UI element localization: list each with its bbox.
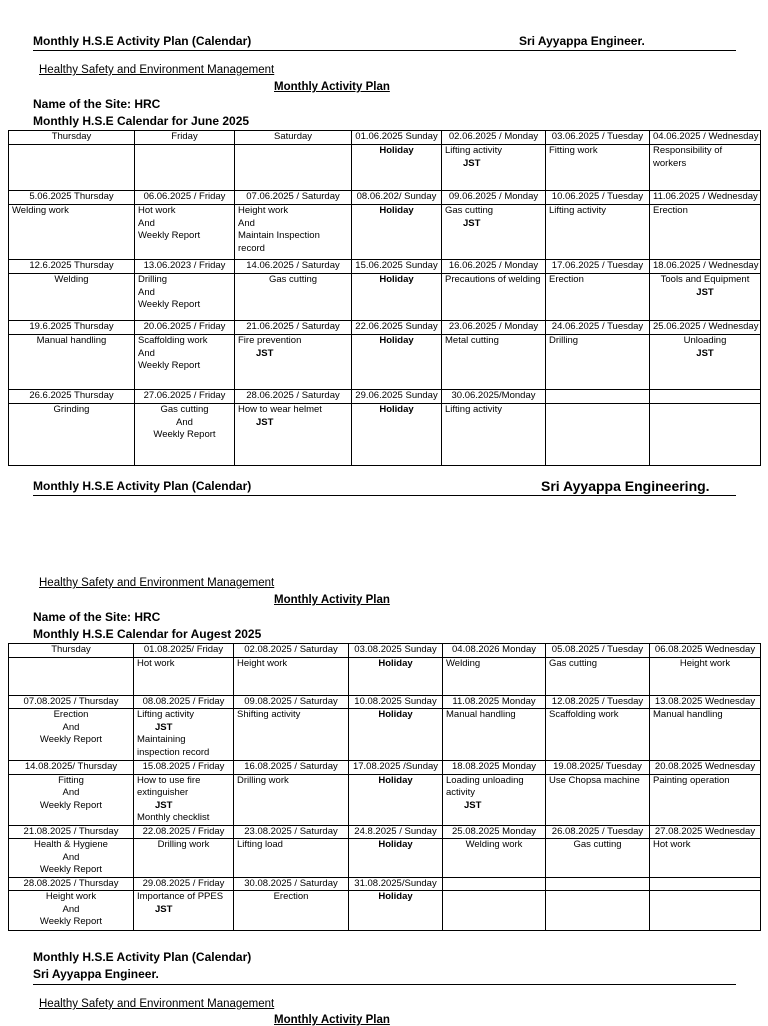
header-title: Monthly H.S.E Activity Plan (Calendar) [33,479,252,493]
activity-text: Gas cutting [445,205,494,216]
activity-text: Manual handling [36,335,107,346]
activity-text: Hot work [137,657,175,669]
header-title: Monthly H.S.E Activity Plan (Calendar) [33,34,252,48]
week-date-row [9,644,761,658]
activity-cell [134,657,234,695]
date-cell: 29.06.2025 Sunday [352,390,442,404]
date-cell: Thursday [9,131,135,145]
date-cell: Thursday [9,644,134,658]
activity-text: activity [446,787,476,798]
week-date-row [9,825,761,839]
activity-text: record [238,242,265,254]
activity-text: Unloading [683,335,727,346]
activity-text: Weekly Report [39,864,103,875]
date-cell: 06.08.2025 Wednesday [650,644,761,658]
activity-text: And [138,347,155,359]
footer-company: Sri Ayyappa Engineer. [33,967,159,981]
activity-cell [442,335,546,390]
site-name: Name of the Site: HRC [33,610,161,624]
activity-cell [9,774,134,825]
activity-cell [546,891,650,931]
activity-text: JST [464,799,482,811]
activity-cell [235,205,352,260]
calendar-title: Monthly H.S.E Calendar for Augest 2025 [33,627,262,641]
activity-text: Height work [237,657,288,669]
date-cell: 20.08.2025 Wednesday [650,761,761,775]
date-cell: 28.08.2025 / Thursday [9,877,134,891]
week-date-row [9,390,761,404]
date-cell: 08.06.202/ Sunday [352,191,442,205]
date-cell: 18.08.2025 Monday [443,761,546,775]
week-activity-row [9,335,761,390]
activity-text: Erection [549,274,584,285]
activity-cell [135,274,235,321]
activity-cell [9,335,135,390]
activity-cell [234,774,349,825]
activity-cell [443,774,546,825]
activity-text: Responsibility of workers [653,145,723,169]
activity-cell [349,657,443,695]
date-cell: 04.08.2026 Monday [443,644,546,658]
week-activity-row [9,205,761,260]
august-calendar-table [8,643,761,931]
activity-text: JST [256,416,274,428]
week-activity-row [9,839,761,878]
date-cell: 11.06.2025 / Wednesday [650,191,761,205]
activity-cell [352,274,442,321]
activity-plan-title: Monthly Activity Plan [274,594,390,606]
activity-cell [134,839,234,878]
activity-text: Height work [238,205,289,216]
activity-text: Scaffolding work [549,709,619,720]
activity-cell [650,274,761,321]
activity-text: How to use fire [137,774,201,786]
date-cell: 31.08.2025/Sunday [349,877,443,891]
activity-cell [352,404,442,466]
activity-text: Holiday [379,145,414,156]
activity-text: Height work [679,657,731,669]
date-cell: 21.08.2025 / Thursday [9,825,134,839]
activity-text: Holiday [379,335,414,346]
activity-text: Lifting activity [137,709,195,720]
activity-text: Drilling [138,274,168,285]
activity-text: And [238,217,255,229]
date-cell: 16.08.2025 / Saturday [234,761,349,775]
date-cell: 23.06.2025 / Monday [442,321,546,335]
activity-cell [9,709,134,761]
activity-text: And [138,217,155,229]
activity-cell [443,839,546,878]
header-company: Sri Ayyappa Engineering. [541,478,710,494]
date-cell: 24.06.2025 / Tuesday [546,321,650,335]
date-cell: 15.06.2025 Sunday [352,260,442,274]
activity-text: Lifting load [237,839,283,850]
activity-text: Shifting activity [237,709,301,720]
activity-text: And [62,903,80,915]
activity-text: Fire prevention [238,335,302,346]
activity-text: Weekly Report [39,799,103,811]
activity-text: Holiday [378,709,413,720]
activity-cell [442,205,546,260]
week-activity-row [9,657,761,695]
management-title: Healthy Safety and Environment Management [39,64,275,76]
activity-cell [134,891,234,931]
week-date-row [9,191,761,205]
activity-cell [650,205,761,260]
activity-cell [9,657,134,695]
activity-cell [349,774,443,825]
activity-cell [234,709,349,761]
activity-cell [442,404,546,466]
activity-cell [650,657,761,695]
date-cell: 23.08.2025 / Saturday [234,825,349,839]
activity-text: Drilling [549,335,579,346]
activity-plan-title: Monthly Activity Plan [274,1014,390,1026]
activity-text: Hot work [653,839,691,850]
activity-text: JST [256,347,274,359]
activity-text: inspection record [137,746,210,758]
activity-cell [650,891,761,931]
activity-cell [546,774,650,825]
date-cell: 24.8.2025 / Sunday [349,825,443,839]
date-cell: 17.08.2025 /Sunday [349,761,443,775]
activity-cell [235,404,352,466]
date-cell [546,877,650,891]
week-date-row [9,260,761,274]
activity-cell [134,709,234,761]
activity-text: Weekly Report [138,299,201,310]
week-date-row [9,695,761,709]
date-cell: 07.06.2025 / Saturday [235,191,352,205]
activity-cell [442,145,546,191]
activity-cell [650,774,761,825]
activity-cell [650,145,761,191]
activity-text: Tools and Equipment [660,274,750,285]
date-cell: 09.08.2025 / Saturday [234,695,349,709]
date-cell: 16.06.2025 / Monday [442,260,546,274]
date-cell: 22.06.2025 Sunday [352,321,442,335]
week-activity-row [9,145,761,191]
site-name: Name of the Site: HRC [33,97,161,111]
date-cell: 12.08.2025 / Tuesday [546,695,650,709]
page-header [33,32,736,51]
activity-cell [352,205,442,260]
date-cell: 14.08.2025/ Thursday [9,761,134,775]
activity-text: Weekly Report [153,429,216,440]
date-cell: 06.06.2025 / Friday [135,191,235,205]
activity-cell [9,839,134,878]
date-cell: 14.06.2025 / Saturday [235,260,352,274]
week-date-row [9,321,761,335]
activity-text: Manual handling [446,709,516,720]
activity-text: Grinding [53,404,90,415]
date-cell: Friday [135,131,235,145]
activity-cell [135,205,235,260]
date-cell: 19.6.2025 Thursday [9,321,135,335]
date-cell: 07.08.2025 / Thursday [9,695,134,709]
activity-cell [9,274,135,321]
activity-cell [546,274,650,321]
management-title: Healthy Safety and Environment Management [39,577,275,589]
week-date-row [9,131,761,145]
activity-cell [546,145,650,191]
activity-text: Importance of PPES [137,891,224,902]
date-cell: 09.06.2025 / Monday [442,191,546,205]
activity-cell [234,839,349,878]
date-cell: 03.08.2025 Sunday [349,644,443,658]
activity-text: Weekly Report [39,734,103,745]
activity-cell [546,657,650,695]
activity-cell [9,145,135,191]
activity-text: JST [463,157,481,169]
date-cell: 22.08.2025 / Friday [134,825,234,839]
week-activity-row [9,709,761,761]
activity-text: Lifting activity [445,404,503,415]
activity-plan-title: Monthly Activity Plan [274,81,390,93]
activity-text: Use Chopsa machine [549,774,640,786]
activity-cell [650,839,761,878]
activity-text: Weekly Report [39,916,103,927]
week-date-row [9,761,761,775]
activity-text: And [62,721,80,733]
date-cell: 26.6.2025 Thursday [9,390,135,404]
date-cell: 10.08.2025 Sunday [349,695,443,709]
activity-text: JST [696,347,714,359]
activity-cell [443,657,546,695]
activity-cell [235,145,352,191]
activity-cell [442,274,546,321]
activity-cell [546,335,650,390]
activity-text: Monthly checklist [137,812,210,823]
activity-text: Welding work [12,205,69,216]
activity-cell [546,404,650,466]
activity-text: Health & Hygiene [34,839,108,850]
date-cell: 5.06.2025 Thursday [9,191,135,205]
activity-cell [135,404,235,466]
header-company: Sri Ayyappa Engineer. [519,34,645,48]
date-cell: 08.08.2025 / Friday [134,695,234,709]
activity-cell [9,205,135,260]
activity-text: Gas cutting [160,404,209,415]
activity-text: Holiday [379,404,414,415]
page-header-2 [33,477,736,496]
activity-text: Fitting work [549,145,598,156]
activity-cell [349,709,443,761]
activity-text: How to wear helmet [238,404,322,415]
activity-cell [349,891,443,931]
activity-text: Welding [446,657,481,669]
activity-text: Maintaining [137,734,186,745]
date-cell: 02.06.2025 / Monday [442,131,546,145]
date-cell [443,877,546,891]
week-activity-row [9,274,761,321]
activity-cell [650,709,761,761]
date-cell: 17.06.2025 / Tuesday [546,260,650,274]
activity-cell [650,404,761,466]
activity-cell [349,839,443,878]
activity-text: Holiday [378,839,413,850]
activity-text: Drilling work [237,774,289,786]
date-cell: 13.06.2023 / Friday [135,260,235,274]
activity-text: JST [696,286,714,298]
activity-text: JST [463,217,481,229]
activity-text: JST [155,799,173,811]
activity-text: extinguisher [137,787,189,798]
week-activity-row [9,891,761,931]
activity-cell [352,145,442,191]
activity-cell [443,891,546,931]
activity-text: Erection [53,709,89,720]
activity-text: Holiday [378,891,413,902]
activity-text: And [62,787,80,798]
management-title: Healthy Safety and Environment Management [39,998,275,1010]
date-cell: 02.08.2025 / Saturday [234,644,349,658]
date-cell: 30.08.2025 / Saturday [234,877,349,891]
activity-cell [135,145,235,191]
date-cell: 25.08.2025 Monday [443,825,546,839]
activity-text: Welding work [465,839,523,850]
activity-text: Drilling work [157,839,210,850]
activity-text: Weekly Report [138,360,201,371]
date-cell: 18.06.2025 / Wednesday [650,260,761,274]
activity-cell [443,709,546,761]
activity-text: Holiday [378,657,413,669]
activity-text: Lifting activity [445,145,503,156]
activity-text: Lifting activity [549,205,607,216]
date-cell: 19.08.2025/ Tuesday [546,761,650,775]
activity-text: Hot work [138,205,176,216]
date-cell: 12.6.2025 Thursday [9,260,135,274]
date-cell: 05.08.2025 / Tuesday [546,644,650,658]
date-cell: 27.08.2025 Wednesday [650,825,761,839]
date-cell: 10.06.2025 / Tuesday [546,191,650,205]
date-cell: 01.06.2025 Sunday [352,131,442,145]
activity-cell [234,657,349,695]
activity-text: Holiday [378,774,413,786]
activity-cell [650,335,761,390]
activity-text: Maintain Inspection [238,230,320,241]
date-cell: 13.08.2025 Wednesday [650,695,761,709]
activity-cell [9,891,134,931]
activity-text: Painting operation [653,774,730,786]
activity-text: Welding [54,274,89,285]
activity-text: Scaffolding work [138,335,208,346]
date-cell [546,390,650,404]
calendar-title: Monthly H.S.E Calendar for June 2025 [33,114,250,128]
activity-text: Gas cutting [549,657,598,669]
activity-text: Erection [273,891,309,902]
footer-divider [33,984,736,985]
activity-cell [135,335,235,390]
activity-cell [235,335,352,390]
date-cell: 04.06.2025 / Wednesday [650,131,761,145]
activity-text: Erection [653,205,688,216]
date-cell: 26.08.2025 / Tuesday [546,825,650,839]
activity-cell [9,404,135,466]
date-cell: 21.06.2025 / Saturday [235,321,352,335]
activity-text: Gas cutting [268,274,318,285]
activity-text: And [176,416,193,428]
date-cell: 28.06.2025 / Saturday [235,390,352,404]
date-cell: 03.06.2025 / Tuesday [546,131,650,145]
date-cell: 11.08.2025 Monday [443,695,546,709]
date-cell: 29.08.2025 / Friday [134,877,234,891]
activity-text: Weekly Report [138,230,201,241]
june-calendar-table [8,130,761,466]
week-activity-row [9,404,761,466]
activity-cell [352,335,442,390]
week-date-row [9,877,761,891]
date-cell: Saturday [235,131,352,145]
activity-text: Precautions of welding [445,274,541,285]
date-cell: 27.06.2025 / Friday [135,390,235,404]
activity-text: Gas cutting [573,839,622,850]
activity-text: Holiday [379,205,414,216]
date-cell: 25.06.2025 / Wednesday [650,321,761,335]
activity-text: And [62,851,80,863]
activity-cell [234,891,349,931]
activity-cell [546,839,650,878]
activity-text: Loading unloading [446,774,524,786]
date-cell: 15.08.2025 / Friday [134,761,234,775]
date-cell [650,390,761,404]
activity-text: JST [155,721,173,733]
week-activity-row [9,774,761,825]
activity-cell [546,709,650,761]
date-cell: 30.06.2025/Monday [442,390,546,404]
activity-cell [235,274,352,321]
activity-text: Metal cutting [445,335,499,346]
activity-text: Height work [45,891,97,902]
activity-cell [546,205,650,260]
date-cell: 01.08.2025/ Friday [134,644,234,658]
activity-text: Fitting [58,774,84,786]
activity-cell [134,774,234,825]
footer-title: Monthly H.S.E Activity Plan (Calendar) [33,950,252,964]
activity-text: And [138,286,155,298]
activity-text: Manual handling [653,709,723,720]
date-cell [650,877,761,891]
activity-text: JST [155,903,173,915]
date-cell: 20.06.2025 / Friday [135,321,235,335]
activity-text: Holiday [379,274,414,285]
